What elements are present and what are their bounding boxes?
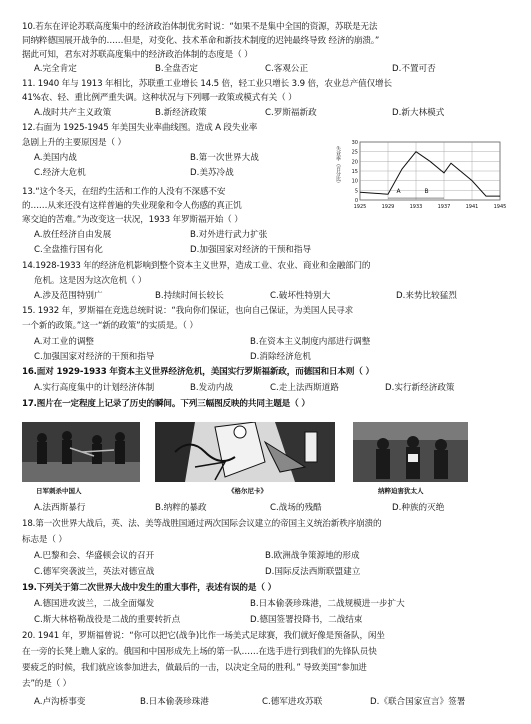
chart-xtick-label: 1945 [493,204,507,210]
q15-line-2: 一个新的政策。”这一“新的政策”的实质是。（ ） [22,321,198,331]
photo-japanese-atrocity [22,422,140,482]
chart-xtick-label: 1941 [465,204,479,210]
q15-line-1: 15. 1932 年，罗斯福在竞选总统时说：“我向你们保证，也向自己保证，为美国人民寻求 [22,306,354,316]
photo-guernica [155,422,335,482]
q17-option-c[interactable]: C.战场的残酷 [270,503,322,513]
q11-line-1: 11. 1940 年与 1913 年相比，苏联重工业增长 14.5 倍，轻工业只增长 3.9 倍，农业总产值仅增长 [22,79,392,89]
chart-xtick-label: 1929 [381,204,395,210]
q20-line-1: 20. 1941 年，罗斯福曾说：“你可以把它(战争)比作一场美式足球赛，我们就好像是预备队，闲坐 [22,631,385,641]
q15-option-d[interactable]: D.消除经济危机 [250,352,311,362]
q17-option-a[interactable]: A.法西斯暴行 [34,503,86,513]
q18-line-2: 标志是（ ） [22,535,67,545]
chart-ytick-label: 0 [354,198,358,204]
chart-xtick-label: 1937 [437,204,451,210]
q14-option-b[interactable]: B.持续时间长较长 [155,291,224,301]
q12-line-1: 12.右面为 1925-1945 年美国失业率曲线图。造成 A 段失业率 [22,123,258,133]
q17-line-1: 17.图片在一定程度上记录了历史的瞬间。下列三幅图反映的共同主题是（ ） [22,399,310,409]
q11-option-d[interactable]: D.新大林模式 [392,108,445,118]
caption-photo-3: 纳粹迫害犹太人 [378,487,424,495]
q19-option-a[interactable]: A.德国进攻波兰，二战全面爆发 [34,599,155,609]
q16-option-d[interactable]: D.实行新经济政策 [385,383,455,393]
chart-xtick-label: 1933 [409,204,423,210]
chart-ytick-label: 15 [351,169,358,175]
q14-option-a[interactable]: A.涉及范围特别广 [34,291,103,301]
q11-option-a[interactable]: A.战时共产主义政策 [34,108,112,118]
chart-ytick-label: 5 [354,188,358,195]
q10-option-b[interactable]: B.全盘否定 [155,64,199,74]
chart-xtick-label: 1925 [353,204,367,210]
q20-option-a[interactable]: A.卢沟桥事变 [34,697,86,707]
q16-line-1: 16.面对 1929-1933 年资本主义世界经济危机，美国实行罗斯福新政，而德国和日本则（ ） [22,367,374,377]
q14-line-1: 14.1928-1933 年的经济危机影响到整个资本主义世界，造成工业、农业、商业和金融部门的 [22,261,371,271]
q18-option-c[interactable]: C.德军突袭波兰，英法对德宣战 [34,567,155,577]
q20-line-4: 去”的是（ ） [22,679,72,689]
q12-option-a[interactable]: A.美国内战 [34,153,77,163]
q20-line-2: 在一旁的长凳上瞧人家的。俄国和中国形成先上场的第一队……在选手进行到我们的先锋队员快 [22,647,377,657]
q16-option-c[interactable]: C.走上法西斯道路 [270,383,339,393]
q18-line-1: 18.第一次世界大战后，英、法、美等战胜国通过两次国际会议建立的帝国主义统治新秩序崩溃的 [22,519,382,529]
q18-option-a[interactable]: A.巴黎和会、华盛顿会议的召开 [34,551,155,561]
chart-annotation-b: B [424,188,429,196]
q12-option-c[interactable]: C.经济大危机 [34,168,86,178]
chart-ytick-label: 10 [351,178,358,185]
chart-series-line [360,152,500,196]
q13-line-3: 寒交迫的苦难。”为改变这一状况，1933 年罗斯福开始（ ） [22,215,243,225]
q16-option-b[interactable]: B.发动内战 [190,383,234,393]
q18-option-b[interactable]: B.欧洲战争策源地的形成 [265,551,360,561]
caption-photo-1: 日军刺杀中国人 [36,487,82,495]
q19-option-b[interactable]: B.日本偷袭珍珠港，二战规模进一步扩大 [250,599,405,609]
unemployment-line-chart [330,136,508,216]
q13-option-b[interactable]: B.对外进行武力扩张 [190,230,268,240]
q15-option-a[interactable]: A.对工业的调整 [34,337,95,347]
q13-line-2: 的……从来还没有这样普遍的失业现象和令人伤感的真正饥 [22,201,242,211]
q14-line-2: 危机。这是因为这次危机（ ） [34,276,147,286]
q14-option-d[interactable]: D.来势比较猛烈 [396,291,457,301]
q20-line-3: 要疲乏的时候，我们就应该参加进去，做最后的一击，以决定全局的胜利。” 导致美国“参加进 [22,663,367,673]
q12-option-d[interactable]: D.美苏冷战 [190,168,234,178]
q19-line-1: 19.下列关于第二次世界大战中发生的重大事件，表述有误的是（ ） [22,583,277,593]
q17-option-d[interactable]: D.种族的灭绝 [392,503,445,513]
q11-line-2: 41%农、轻、重比例严重失调。这种状况与下列哪一政策或模式有关（ ） [22,93,297,103]
q12-option-b[interactable]: B.第一次世界大战 [190,153,259,163]
q18-option-d[interactable]: D.国际反法西斯联盟建立 [265,567,361,577]
q20-option-c[interactable]: C.德军进攻苏联 [262,697,323,707]
q19-option-c[interactable]: C.斯大林格勒战役是二战的重要转折点 [34,615,181,625]
q20-option-b[interactable]: B.日本偷袭珍珠港 [140,697,209,707]
q13-option-c[interactable]: C.全盘推行国有化 [34,245,103,255]
q11-option-b[interactable]: B.新经济政策 [155,108,207,118]
q10-option-c[interactable]: C.客观公正 [265,64,309,74]
q13-option-a[interactable]: A.放任经济自由发展 [34,230,112,240]
chart-ytick-label: 25 [351,149,358,156]
q10-line-2: 同纳粹德国展开战争的……但是，对变化、技术革命和新技术制度的迟钝最终导致 经济的崩溃。” [22,36,380,46]
q14-option-c[interactable]: C.破坏性特别大 [270,291,331,301]
chart-annotation-a: A [396,188,401,196]
chart-ytick-label: 20 [351,159,358,166]
q19-option-d[interactable]: D.德国签署投降书，二战结束 [250,615,363,625]
photo-nazi-persecution [353,422,468,482]
q13-option-d[interactable]: D.加强国家对经济的干预和指导 [190,245,312,255]
q10-line-1: 10.若东在评论苏联高度集中的经济政治体制优劣时说：“如果不是集中全国的资源，苏联是无法 [22,22,378,32]
q20-option-d[interactable]: D.《联合国家宣言》签署 [370,697,466,707]
q10-line-3: 据此可知，君东对苏联高度集中的经济政治体制的态度是（ ） [22,50,253,60]
q15-option-c[interactable]: C.加强国家对经济的干预和指导 [34,352,155,362]
chart-ylabel: 失业率（百分比） [335,146,341,186]
q12-line-2: 急剧上升的主要原因是（ ） [22,138,126,148]
q11-option-c[interactable]: C.罗斯福新政 [265,108,317,118]
q16-option-a[interactable]: A.实行高度集中的计划经济体制 [34,383,155,393]
q15-option-b[interactable]: B.在资本主义制度内部进行调整 [250,337,371,347]
chart-ytick-label: 30 [351,140,358,146]
q10-option-a[interactable]: A.完全肯定 [34,64,77,74]
q13-line-1: 13.“这个冬天，在纽约生活和工作的人没有不深感不安 [22,187,226,197]
q17-option-b[interactable]: B.纳粹的暴政 [155,503,207,513]
caption-photo-2: 《格尔尼卡》 [228,487,267,495]
q10-option-d[interactable]: D.不置可否 [392,64,436,74]
